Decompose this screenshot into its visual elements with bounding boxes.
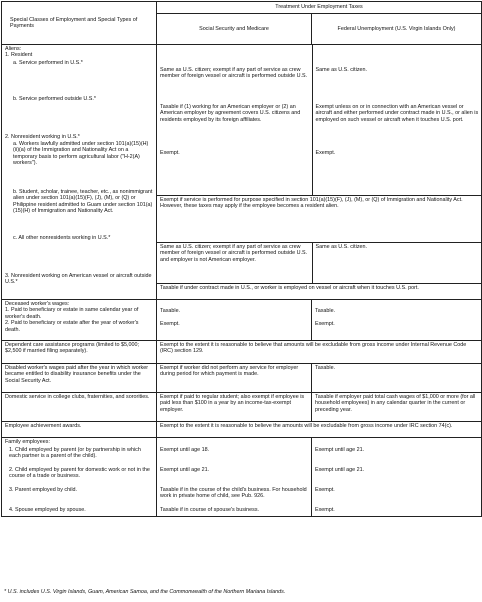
row-label: 3. Nonresident working on American vessel or aircraft outside U.S.*	[5, 272, 152, 286]
cell-family-1-ss: Exempt until age 18.	[160, 447, 210, 453]
header-treatment-group: Treatment Under Employment Taxes	[157, 2, 482, 14]
cell-nonres-a-fu: Exempt.	[315, 150, 336, 156]
cell-family-2-fu: Exempt until age 21.	[315, 467, 365, 473]
table-row	[2, 300, 482, 341]
cell-family-1-fu: Exempt until age 21.	[315, 447, 365, 453]
cell-vessel-both: Taxable if under contract made in U.S., or worker is employed on vessel or aircraft when it touches U.S. port.	[157, 284, 482, 300]
cell-resident-a-ss: Same as U.S. citizen; exempt if any part of service as crew member of foreign vessel or aircraft is performed outside U.S.	[157, 66, 312, 103]
cell-resident-b-ss: Taxable if (1) working for an American employer or (2) an American employer by agreement covers U.S. citizens and residents employed by its foreign affiliates.	[157, 103, 312, 149]
cell-family-4-fu: Exempt.	[315, 507, 335, 513]
cell-family-2-ss: Exempt until age 21.	[160, 467, 210, 473]
footnote: * U.S. includes U.S. Virgin Islands, Guam, American Samoa, and the Commonwealth of the Northern Mariana Islands.	[4, 589, 286, 595]
cell-deceased-1-fu: Taxable.	[315, 308, 336, 314]
row-label: 1. Paid to beneficiary or estate in same calendar year of worker's death.	[5, 307, 139, 320]
cell-disabled-ss: Exempt if worker did not perform any service for employer during period for which payment is made.	[157, 364, 312, 393]
cell-nonres-a-ss: Exempt.	[157, 149, 312, 196]
cell-nonres-b-both: Exempt if service is performed for purpose specified in section 101(a)(15)(F), (J), (M), or (Q) of Immigration and Nationality Act. However, these taxes may apply if the employee becomes a resident alien.	[157, 196, 482, 243]
section-title-family: Family employees:	[5, 439, 50, 445]
cell-domestic-ss: Exempt if paid to regular student; also exempt if employee is paid less than $100 in a year by an income-tax-exempt employer.	[157, 393, 312, 422]
header-social-security: Social Security and Medicare	[157, 14, 312, 45]
row-label-disabled: Disabled worker's wages paid after the year in which worker became entitled to disability insurance benefits under the Social Security Act.	[2, 364, 157, 393]
row-label: b. Student, scholar, trainee, teacher, etc., as nonimmigrant alien under section 101(a)(15)(F), (J), (M), or (Q) or Philippine resident admitted to Guam under section 101(a)(15)(H) of Immigration and Nationality Act.	[13, 188, 153, 215]
cell-deceased-2-ss: Exempt.	[160, 321, 180, 327]
row-label: b. Service performed outside U.S.*	[13, 95, 96, 102]
table-row	[2, 364, 482, 393]
row-label: a. Workers lawfully admitted under section 101(a)(15)(H)(ii)(a) of the Immigration and Nationality Act on a temporary basis to perform agricultural labor ("H-2(A) workers").	[13, 140, 149, 167]
table-row	[2, 438, 482, 517]
row-label: 2. Child employed by parent for domestic work or not in the course of a trade or business.	[9, 467, 150, 480]
cell-family-3-ss: Taxable if in the course of the child's business. For household work in private home of child, see Pub. 926.	[160, 487, 307, 500]
row-label: 2. Nonresident working in U.S.*	[5, 133, 80, 140]
row-label-dependent-care: Dependent care assistance programs (limited to $5,000; $2,500 if married filing separately).	[2, 341, 157, 364]
row-label: 2. Paid to beneficiary or estate after the year of worker's death.	[5, 320, 139, 333]
row-label: 1. Child employed by parent (or by partnership in which each partner is a parent of the child).	[9, 447, 141, 460]
cell-resident-b-fu: Exempt unless on or in connection with an American vessel or aircraft and either performed under contract made in U.S., or alien is employed on such vessel or aircraft when it touches U.S. port.	[315, 104, 479, 123]
cell-achievement-both: Exempt to the extent it is reasonable to believe the amounts will be excludable from gross income under IRC section 74(c).	[157, 422, 482, 438]
cell-domestic-fu: Taxable if employer paid total cash wages of $1,000 or more (for all household employees) in any calendar quarter in the current or preceding year.	[312, 393, 482, 422]
cell-disabled-fu: Taxable.	[312, 364, 482, 393]
table-row	[2, 45, 482, 300]
header-federal-unemployment: Federal Unemployment (U.S. Virgin Islands Only)	[312, 14, 482, 45]
row-label: a. Service performed in U.S.*	[13, 59, 83, 66]
cell-deceased-1-ss: Taxable.	[160, 308, 181, 314]
table-row	[2, 393, 482, 422]
row-label: 3. Parent employed by child.	[9, 487, 78, 493]
cell-resident-a-fu: Same as U.S. citizen.	[315, 67, 368, 73]
row-label-achievement: Employee achievement awards.	[2, 422, 157, 438]
cell-nonres-c-fu: Same as U.S. citizen.	[312, 243, 482, 284]
header-special-classes: Special Classes of Employment and Special Types of Payments	[2, 2, 157, 45]
table-row	[2, 341, 482, 364]
employment-tax-table	[1, 1, 482, 517]
section-title-deceased: Deceased worker's wages:	[5, 301, 70, 307]
cell-family-4-ss: Taxable if in course of spouse's business.	[160, 507, 260, 513]
cell-deceased-2-fu: Exempt.	[315, 321, 335, 327]
cell-family-3-fu: Exempt.	[315, 487, 335, 493]
row-label-domestic: Domestic service in college clubs, fraternities, and sororities.	[2, 393, 157, 422]
row-label: 4. Spouse employed by spouse.	[9, 507, 86, 513]
cell-dependent-both: Exempt to the extent it is reasonable to believe that amounts will be excludable from gross income under Internal Revenue Code (IRC) section 129.	[157, 341, 482, 364]
row-label: c. All other nonresidents working in U.S.*	[13, 234, 111, 241]
table-row	[2, 422, 482, 438]
cell-nonres-c-ss: Same as U.S. citizen; exempt if any part of service as crew member of foreign vessel or aircraft is performed outside U.S. and employer is not American employer.	[157, 243, 312, 284]
section-title-aliens: Aliens:	[5, 46, 22, 52]
row-label: 1. Resident	[5, 52, 33, 59]
